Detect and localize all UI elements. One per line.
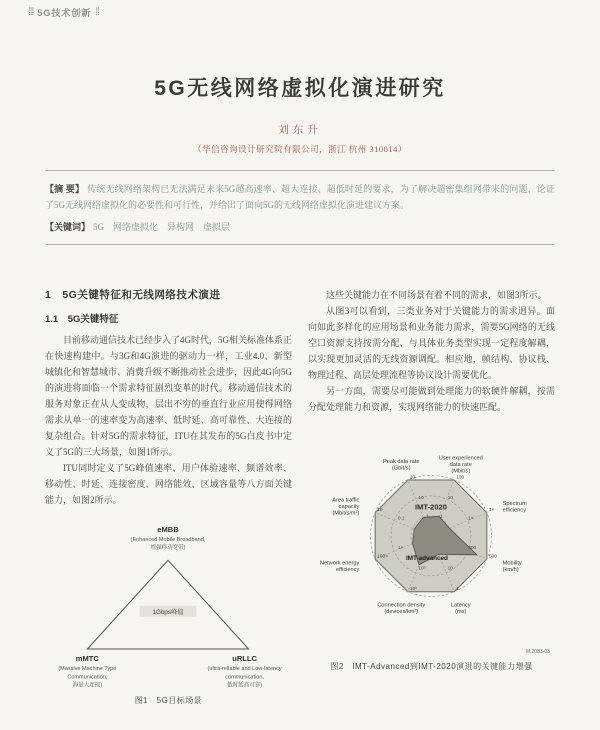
- svg-text:IMT-2020: IMT-2020: [415, 502, 447, 512]
- keywords-text: 5G 网络虚拟化 异构网 虚拟层: [93, 222, 231, 232]
- svg-text:10: 10: [447, 566, 454, 572]
- body-paragraph: ITU同时定义了5G峰值速率、用户体验速率、频谱效率、移动性、时延、连接密度、网络能效、区域容量等八方面关键能力，如图2所示。: [45, 463, 292, 505]
- figure-2-radar-chart: [308, 429, 555, 657]
- svg-text:0.1: 0.1: [397, 516, 405, 522]
- body-paragraph: 另一方面，需要尽可能做到处理能力的软硬件解耦，按需分配处理能力和资源，实现网络能力的快速匹配。: [308, 386, 555, 412]
- svg-text:Peak data rate(Gbit/s): Peak data rate (Gbit/s): [382, 458, 420, 472]
- svg-text:User experienceddata rate(Mbit: User experienced data rate (Mbit/s): [438, 455, 483, 475]
- mmtc-label: mMTC: [75, 654, 99, 664]
- svg-text:10: 10: [418, 496, 424, 502]
- svg-text:1×: 1×: [397, 545, 404, 551]
- keywords-block: [45, 220, 555, 234]
- figure-1: [45, 522, 292, 706]
- svg-text:3×: 3×: [488, 508, 495, 514]
- barcode-icon: ⁞⁞: [95, 7, 99, 18]
- journal-section-header: [28, 6, 99, 19]
- urllc-desc-line2: communication,: [225, 674, 264, 681]
- svg-text:10⁶: 10⁶: [409, 587, 418, 593]
- svg-text:Network energyefficiency: Network energy efficiency: [319, 560, 360, 573]
- divider-bottom: [45, 244, 555, 245]
- svg-text:Area trafficcapacity(Mbit/s/m²: Area traffic capacity (Mbit/s/m²): [332, 497, 360, 517]
- svg-text:1: 1: [426, 514, 429, 520]
- svg-text:20: 20: [409, 475, 416, 481]
- body-paragraph: 这些关键能力在不同场景有着不同的需求，如图3所示。: [326, 290, 547, 300]
- svg-text:10⁵: 10⁵: [418, 566, 426, 572]
- two-column-body: [45, 287, 555, 706]
- figure-2: [308, 429, 555, 672]
- right-column: [308, 287, 555, 706]
- svg-text:M.2083-03: M.2083-03: [525, 648, 550, 655]
- svg-text:1: 1: [456, 587, 459, 593]
- section-1-1-heading: 1.1 5G关键特征: [45, 314, 119, 325]
- abstract-label: 【摘 要】: [45, 184, 85, 194]
- embb-label: eMBB: [157, 525, 179, 535]
- divider-top: [45, 170, 555, 171]
- section-1-heading: 1 5G关键特征和无线网络技术演进: [45, 289, 221, 301]
- figure-1-caption: 图1 5G目标场景: [134, 696, 203, 706]
- triangle-shape: [87, 560, 248, 649]
- mmtc-desc-line2: Communication,: [67, 674, 108, 681]
- svg-text:10: 10: [447, 496, 454, 502]
- svg-text:1: 1: [439, 514, 443, 520]
- urllc-label: uRLLC: [232, 654, 257, 664]
- article-author: 刘东升: [278, 125, 322, 136]
- mmtc-desc-line1: (Massive Machine Type: [58, 666, 117, 673]
- abstract-text: 传统无线网络架构已无法满足未来5G超高速率、超大连接、超低时延的要求，为了解决超密集组网带来的问题，论证了5G无线网络虚拟化的必要性和可行性，并给出了面向5G的无线网络虚拟化演进建议方案。: [45, 184, 555, 210]
- svg-text:Spectrumefficiency: Spectrum efficiency: [502, 500, 527, 514]
- embb-desc-line2: 增强移动宽带): [150, 545, 186, 552]
- svg-text:100: 100: [456, 475, 465, 481]
- svg-text:10: 10: [377, 508, 383, 514]
- figure-1-triangle-diagram: [45, 522, 292, 691]
- keywords-label: 【关键词】: [45, 222, 91, 232]
- svg-text:100×: 100×: [377, 554, 389, 560]
- urllc-desc-line1: (ultra-reliable and Low-latency: [207, 666, 282, 673]
- abstract-block: [45, 182, 555, 213]
- body-paragraph: 目前移动通信技术已经步入了4G时代，5G相关标准体系正在快速构建中。与3G和4G演进的驱动力一样，工业4.0、新型城镇化和智慧城市、消费升级不断推动社会进步，因此4G向5G的演进将面临一个需求特征剧烈变革的时代。移动通信技术的服务对象正在从人变成物，层出不穷的垂直行业应用使得网络需求从单一的速率变为高速率、低时延、高可靠性、大连接的复杂组合。针对5G的需求特征，ITU在其发布的5G白皮书中定义了5G的三大场景，如图1所示。: [45, 335, 293, 457]
- article-title: 5G无线网络虚拟化演进研究: [154, 77, 446, 100]
- svg-text:Connection density(devices/km²: Connection density (devices/km²): [377, 602, 426, 615]
- article-affiliation: （华信咨询设计研究院有限公司，浙江 杭州 310014）: [193, 144, 407, 154]
- svg-text:IMT-advanced: IMT-advanced: [405, 555, 448, 563]
- body-paragraph: 从图3可以看到，三类业务对于关键能力的需求迥异。面向如此多样化的应用场景和业务能力需求，需要5G网络的无线空口资源支持按需分配、与具体业务类型实现一定程度解耦，以实现更加灵活的无线资源调配。相应地，帧结构、协议栈、物理过程、高层处理流程等协议设计需要优化。: [308, 306, 555, 380]
- figure-2-caption: 图2 IMT-Advanced到IMT-2020演进的关键能力增强: [330, 661, 533, 671]
- urllc-desc-line3: 低时延高可靠): [227, 682, 263, 689]
- embb-desc-line1: (Enhanced Mobile Broadband,: [130, 537, 206, 544]
- svg-text:Latency(ms): Latency (ms): [450, 602, 471, 615]
- barcode-icon: ⁞⁞⁞: [28, 7, 34, 18]
- svg-text:1×: 1×: [468, 516, 474, 522]
- journal-section-label: 5G技术创新: [37, 8, 92, 18]
- svg-text:Mobility(km/h): Mobility (km/h): [502, 560, 522, 573]
- left-column: [45, 287, 292, 706]
- svg-text:400: 400: [468, 545, 477, 551]
- svg-text:500: 500: [488, 554, 497, 560]
- mmtc-desc-line3: 海量大连接): [72, 682, 103, 689]
- triangle-center-label: 1Gbps峰值: [152, 609, 184, 617]
